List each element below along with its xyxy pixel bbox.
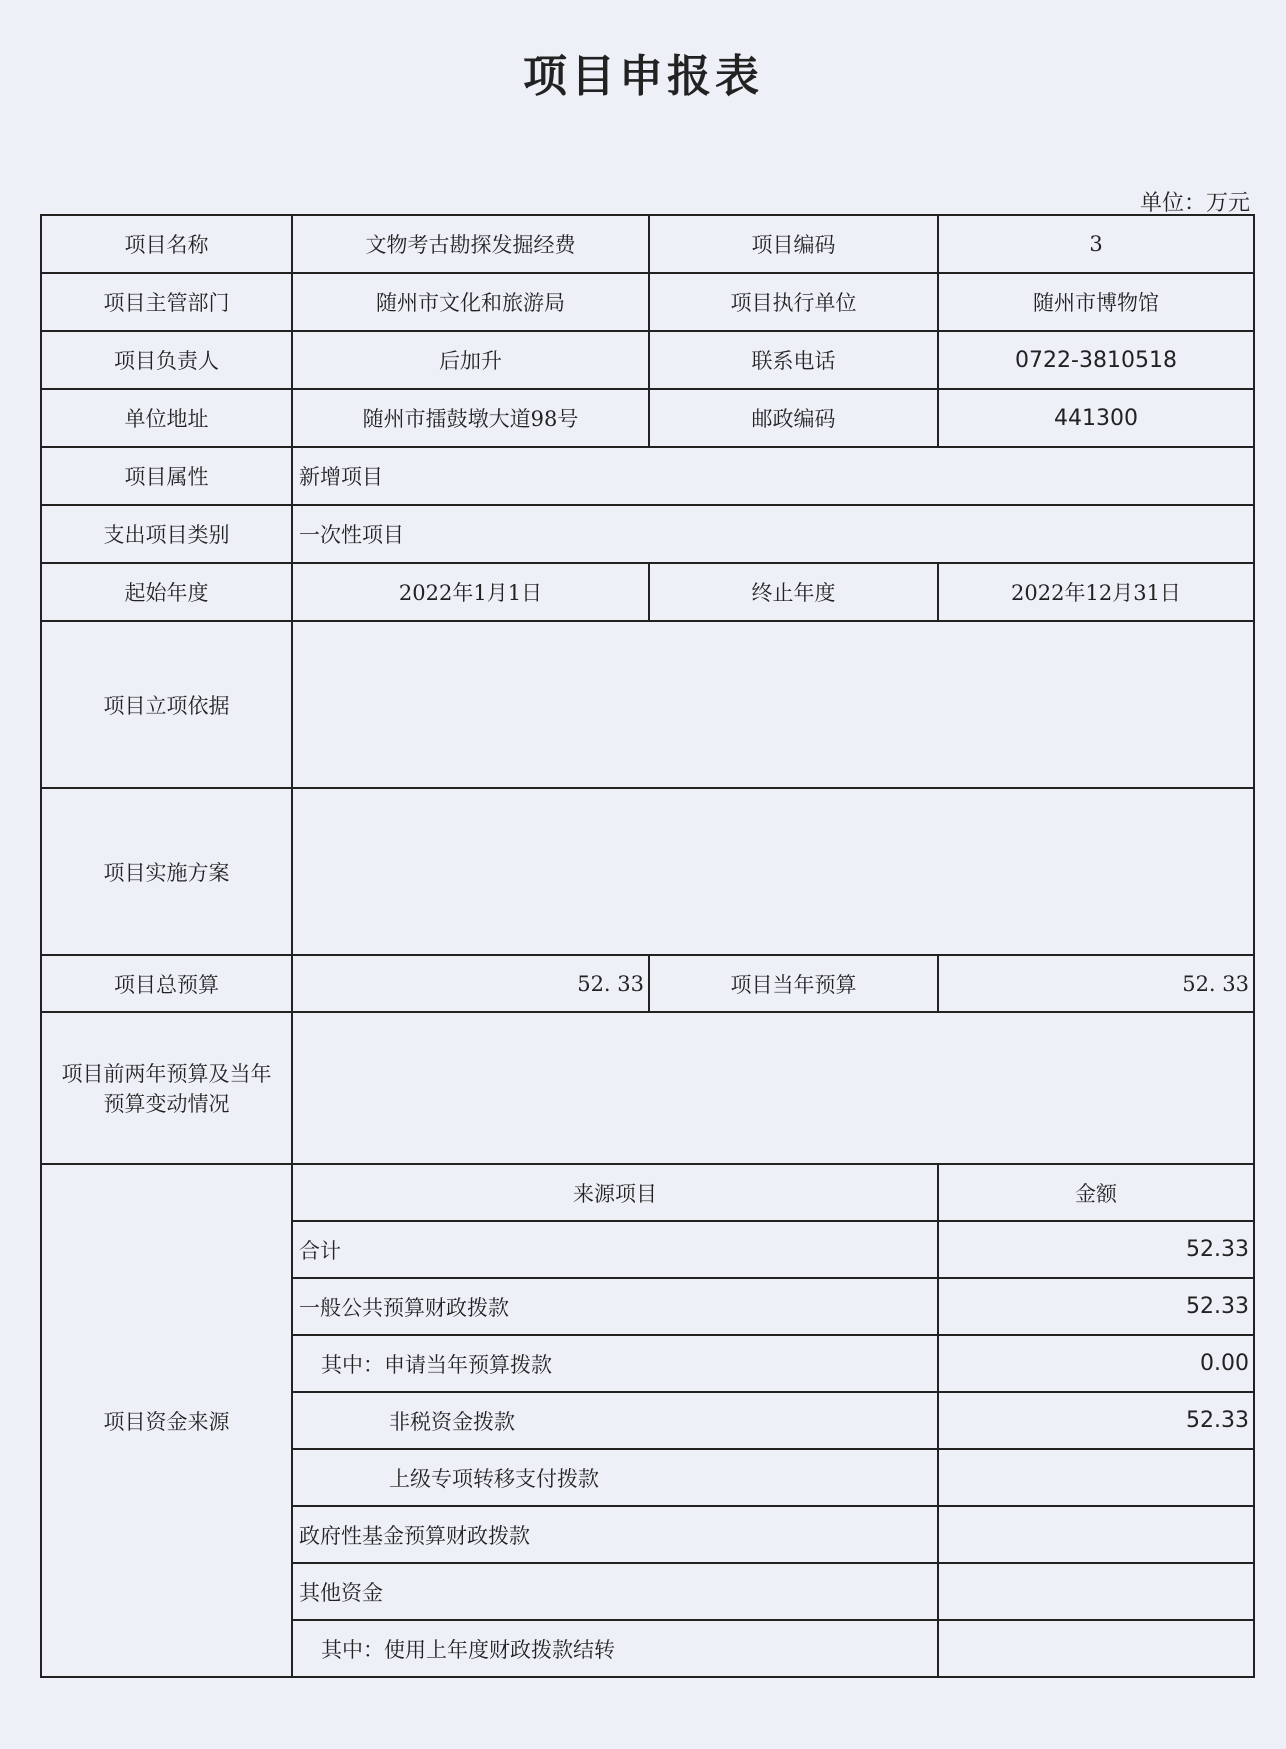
row-category: [41, 505, 1254, 563]
funding-source: 一般公共预算财政拨款: [292, 1278, 938, 1335]
page-title: 项目申报表: [523, 51, 763, 102]
plan-value: [292, 788, 1254, 955]
basis-value: [292, 621, 1254, 788]
phone-value: 0722-3810518: [938, 331, 1254, 389]
funding-amount: 52.33: [938, 1278, 1254, 1335]
funding-col-source: 来源项目: [292, 1164, 938, 1221]
end-value: 2022年12月31日: [938, 563, 1254, 621]
end-label: 终止年度: [649, 563, 938, 621]
change-label-line1: 项目前两年预算及当年: [61, 1062, 272, 1086]
funding-col-amount: 金额: [938, 1164, 1254, 1221]
dept-label: 项目主管部门: [41, 273, 292, 331]
funding-amount: 52.33: [938, 1221, 1254, 1278]
project-name-value: 文物考古勘探发掘经费: [292, 215, 649, 273]
row-period: [41, 563, 1254, 621]
attribute-label: 项目属性: [41, 447, 292, 505]
postcode-value: 441300: [938, 389, 1254, 447]
total-budget-label: 项目总预算: [41, 955, 292, 1012]
year-budget-value: 52. 33: [938, 955, 1254, 1012]
funding-source: 政府性基金预算财政拨款: [292, 1506, 938, 1563]
row-budget: [41, 955, 1254, 1012]
funding-source: 其他资金: [292, 1563, 938, 1620]
leader-value: 后加升: [292, 331, 649, 389]
row-leader: [41, 331, 1254, 389]
change-value: [292, 1012, 1254, 1164]
leader-label: 项目负责人: [41, 331, 292, 389]
row-dept: [41, 273, 1254, 331]
category-label: 支出项目类别: [41, 505, 292, 563]
funding-amount: [938, 1563, 1254, 1620]
project-name-label: 项目名称: [41, 215, 292, 273]
plan-label: 项目实施方案: [41, 788, 292, 955]
attribute-value: 新增项目: [292, 447, 1254, 505]
row-project-name: [41, 215, 1254, 273]
funding-amount: 52.33: [938, 1392, 1254, 1449]
total-budget-value: 52. 33: [292, 955, 649, 1012]
start-label: 起始年度: [41, 563, 292, 621]
address-label: 单位地址: [41, 389, 292, 447]
row-basis: [41, 621, 1254, 788]
change-label: [41, 1012, 292, 1164]
funding-source: 上级专项转移支付拨款: [292, 1449, 938, 1506]
funding-source: 其中：申请当年预算拨款: [292, 1335, 938, 1392]
funding-source: 合计: [292, 1221, 938, 1278]
exec-unit-value: 随州市博物馆: [938, 273, 1254, 331]
funding-source: 非税资金拨款: [292, 1392, 938, 1449]
funding-amount: [938, 1506, 1254, 1563]
row-attribute: [41, 447, 1254, 505]
exec-unit-label: 项目执行单位: [649, 273, 938, 331]
funding-amount: 0.00: [938, 1335, 1254, 1392]
funding-header-row: [41, 1164, 1254, 1221]
address-value: 随州市擂鼓墩大道98号: [292, 389, 649, 447]
basis-label: 项目立项依据: [41, 621, 292, 788]
funding-amount: [938, 1449, 1254, 1506]
row-address: [41, 389, 1254, 447]
phone-label: 联系电话: [649, 331, 938, 389]
postcode-label: 邮政编码: [649, 389, 938, 447]
project-code-value: 3: [938, 215, 1254, 273]
dept-value: 随州市文化和旅游局: [292, 273, 649, 331]
project-code-label: 项目编码: [649, 215, 938, 273]
change-label-line2: 预算变动情况: [103, 1092, 230, 1116]
start-value: 2022年1月1日: [292, 563, 649, 621]
year-budget-label: 项目当年预算: [649, 955, 938, 1012]
funding-amount: [938, 1620, 1254, 1677]
application-form-table: [40, 214, 1255, 1678]
category-value: 一次性项目: [292, 505, 1254, 563]
row-change: [41, 1012, 1254, 1164]
unit-label: 单位：万元: [1139, 191, 1250, 216]
funding-source: 其中：使用上年度财政拨款结转: [292, 1620, 938, 1677]
row-plan: [41, 788, 1254, 955]
funding-label: 项目资金来源: [41, 1164, 292, 1677]
